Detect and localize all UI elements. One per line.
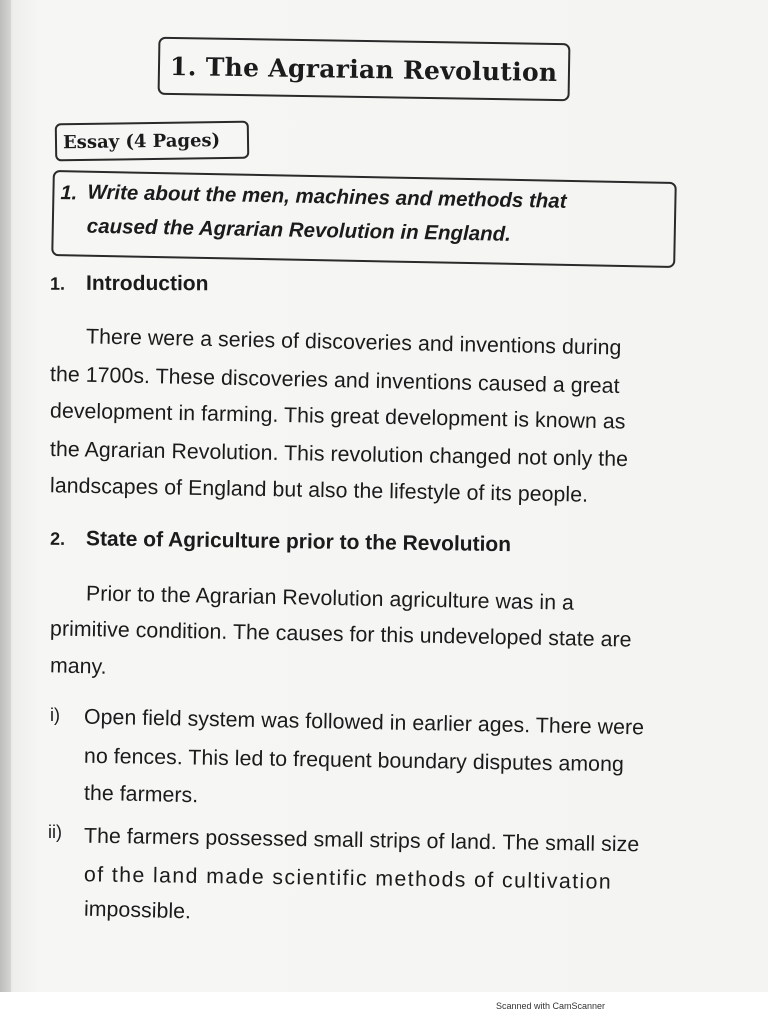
paragraph-line: the Agrarian Revolution. This revolution changed not only the bbox=[49, 436, 629, 472]
paragraph-line: Prior to the Agrarian Revolution agriculture was in a bbox=[85, 581, 575, 615]
essay-label-box bbox=[55, 121, 250, 162]
section-title: State of Agriculture prior to the Revolution bbox=[85, 527, 512, 557]
list-item-line: Open field system was followed in earlier ages. There were bbox=[83, 704, 645, 740]
question-number: 1. bbox=[60, 182, 78, 205]
list-marker: ii) bbox=[48, 822, 62, 842]
paragraph-line: the 1700s. These discoveries and inventions caused a great bbox=[49, 362, 620, 398]
list-item-line: The farmers possessed small strips of land. The small size bbox=[83, 823, 640, 857]
scanner-footer-strip bbox=[0, 992, 768, 1024]
paragraph-line: many. bbox=[49, 653, 107, 679]
scanner-watermark: Scanned with CamScanner bbox=[496, 1001, 606, 1011]
paragraph-line: There were a series of discoveries and inventions during bbox=[85, 324, 622, 360]
chapter-title-box bbox=[158, 37, 571, 101]
question-box bbox=[51, 170, 677, 268]
section-heading-state-of-agriculture bbox=[50, 527, 511, 557]
section-number: 2. bbox=[49, 528, 66, 549]
paragraph-line: primitive condition. The causes for this undeveloped state are bbox=[49, 616, 632, 652]
list-item-line: the farmers. bbox=[83, 780, 199, 808]
section-number: 1. bbox=[49, 273, 66, 294]
list-marker: i) bbox=[50, 705, 60, 725]
list-item-line: of the land made scientific methods of cultivation bbox=[83, 862, 613, 894]
section-heading-introduction bbox=[50, 272, 209, 297]
list-item-line: impossible. bbox=[83, 896, 192, 924]
list-item-line: no fences. This led to frequent boundary disputes among bbox=[83, 743, 625, 777]
chapter-title: 1. The Agrarian Revolution bbox=[169, 51, 558, 87]
question-line: caused the Agrarian Revolution in England. bbox=[86, 214, 512, 246]
section-title: Introduction bbox=[85, 271, 209, 296]
question-line: Write about the men, machines and methods that bbox=[87, 180, 567, 213]
page-binding-edge bbox=[0, 0, 11, 1000]
paragraph-line: landscapes of England but also the lifestyle of its people. bbox=[49, 473, 589, 507]
paragraph-line: development in farming. This great development is known as bbox=[49, 398, 626, 434]
essay-label: Essay (4 Pages) bbox=[62, 129, 221, 153]
